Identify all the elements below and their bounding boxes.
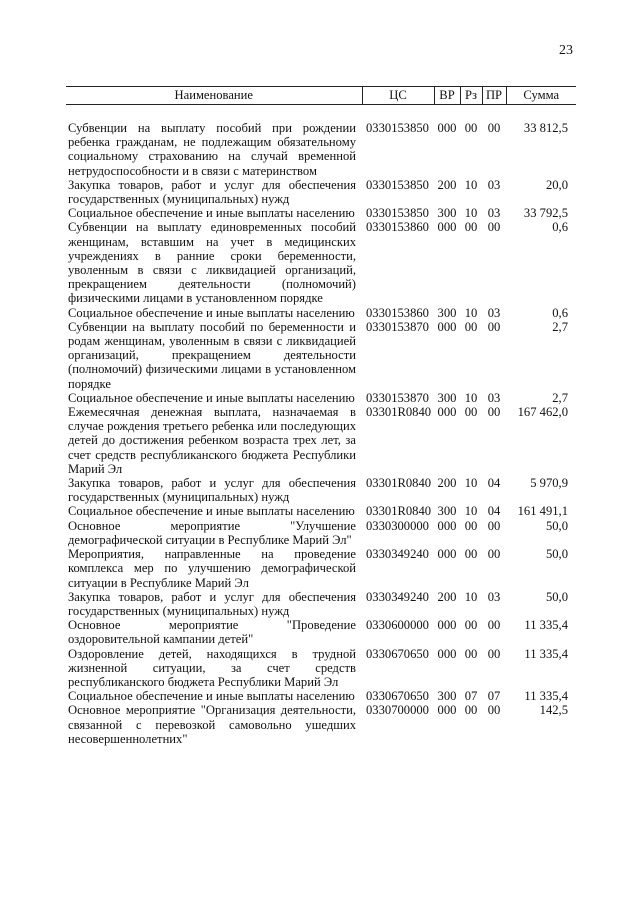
row-vr: 000 — [437, 547, 457, 562]
row-name: Оздоровление детей, находящихся в трудной жизненной ситуации, за счет средств республиканского бюджета Республики Марий Эл — [68, 646, 356, 689]
row-vr: 200 — [437, 177, 457, 192]
row-cs: 0330153850 — [366, 206, 429, 221]
row-rz: 00 — [464, 646, 478, 661]
row-sum: 0,6 — [552, 305, 568, 320]
table-row — [66, 703, 576, 746]
row-name: Субвенции на выплату пособий при рождении ребенка гражданам, не подлежащим обязательному социальному страхованию на случай временной нетрудоспособности и в связи с материнством — [68, 121, 356, 178]
table-row — [66, 476, 576, 504]
row-cs: 0330349240 — [366, 589, 429, 604]
row-rz: 10 — [464, 390, 478, 405]
row-vr: 300 — [437, 206, 457, 221]
row-name: Субвенции на выплату пособий по беременности и родам женщинам, уволенным в связи с ликвидацией организаций, прекращением деятельности (полномочий) физическими лицами в установленном порядке — [68, 319, 356, 391]
table-row — [66, 206, 576, 220]
row-rz: 00 — [464, 121, 478, 135]
row-vr: 000 — [437, 319, 457, 334]
header-name: Наименование — [66, 87, 362, 105]
row-pr: 00 — [487, 646, 501, 661]
table-row — [66, 405, 576, 476]
header-rz: Рз — [460, 87, 482, 105]
header-cs: ЦС — [362, 87, 434, 105]
row-rz: 10 — [464, 305, 478, 320]
row-rz: 00 — [464, 547, 478, 562]
row-cs: 0330300000 — [366, 518, 429, 533]
row-rz: 10 — [464, 504, 478, 519]
row-cs: 03301R0840 — [366, 504, 432, 519]
row-cs: 0330349240 — [366, 547, 429, 562]
row-rz: 10 — [464, 589, 478, 604]
row-vr: 300 — [437, 504, 457, 519]
budget-table — [66, 86, 576, 746]
row-name: Социальное обеспечение и иные выплаты населению — [68, 689, 355, 704]
table-row — [66, 178, 576, 206]
row-sum: 2,7 — [552, 319, 568, 334]
row-pr: 03 — [487, 305, 501, 320]
row-sum: 0,6 — [552, 220, 568, 235]
row-sum: 50,0 — [545, 547, 568, 562]
row-vr: 000 — [437, 518, 457, 533]
row-pr: 00 — [487, 518, 501, 533]
row-name: Основное мероприятие "Организация деятельности, связанной с перевозкой самовольно ушедших несовершеннолетних" — [68, 703, 356, 746]
page-number: 23 — [559, 43, 573, 58]
row-rz: 00 — [464, 518, 478, 533]
row-sum: 5 970,9 — [530, 476, 568, 491]
row-sum: 50,0 — [545, 589, 568, 604]
row-cs: 0330153870 — [366, 390, 429, 405]
header-sum: Сумма — [506, 87, 576, 105]
row-sum: 33 792,5 — [523, 206, 568, 221]
header-vr: ВР — [434, 87, 460, 105]
row-vr: 000 — [437, 703, 457, 718]
table-row — [66, 391, 576, 405]
row-name: Закупка товаров, работ и услуг для обеспечения государственных (муниципальных) нужд — [68, 476, 356, 505]
table-row — [66, 306, 576, 320]
table-row — [66, 590, 576, 618]
row-vr: 300 — [437, 305, 457, 320]
row-pr: 00 — [487, 618, 501, 633]
row-cs: 0330153860 — [366, 220, 429, 235]
row-rz: 07 — [464, 689, 478, 704]
row-pr: 04 — [487, 504, 501, 519]
row-cs: 0330153870 — [366, 319, 429, 334]
row-pr: 00 — [487, 703, 501, 718]
row-cs: 03301R0840 — [366, 405, 432, 420]
table-row — [66, 504, 576, 518]
row-rz: 10 — [464, 177, 478, 192]
row-sum: 50,0 — [545, 518, 568, 533]
row-rz: 00 — [464, 703, 478, 718]
table-row — [66, 105, 576, 178]
row-name: Мероприятия, направленные на проведение комплекса мер по улучшению демографической ситуации в Республике Марий Эл — [68, 547, 356, 590]
row-name: Закупка товаров, работ и услуг для обеспечения государственных (муниципальных) нужд — [68, 589, 356, 618]
row-rz: 00 — [464, 319, 478, 334]
row-name: Социальное обеспечение и иные выплаты населению — [68, 504, 355, 519]
row-vr: 000 — [437, 121, 457, 135]
row-cs: 0330153860 — [366, 305, 429, 320]
row-name: Социальное обеспечение и иные выплаты населению — [68, 390, 355, 405]
row-rz: 00 — [464, 220, 478, 235]
row-vr: 200 — [437, 476, 457, 491]
table-row — [66, 519, 576, 547]
row-rz: 00 — [464, 618, 478, 633]
row-vr: 000 — [437, 220, 457, 235]
row-cs: 0330600000 — [366, 618, 429, 633]
row-pr: 00 — [487, 220, 501, 235]
row-sum: 2,7 — [552, 390, 568, 405]
row-pr: 03 — [487, 177, 501, 192]
table-row — [66, 647, 576, 690]
row-name: Ежемесячная денежная выплата, назначаемая в случае рождения третьего ребенка или последующих детей до достижения ребенком возраста трех лет, за счет средств республиканского бюджета Республики Марий Эл — [68, 405, 356, 476]
row-vr: 300 — [437, 390, 457, 405]
row-rz: 00 — [464, 405, 478, 420]
row-sum: 11 335,4 — [524, 689, 568, 704]
row-name: Основное мероприятие "Улучшение демографической ситуации в Республике Марий Эл" — [68, 518, 356, 547]
row-name: Социальное обеспечение и иные выплаты населению — [68, 206, 355, 221]
row-pr: 04 — [487, 476, 501, 491]
row-name: Основное мероприятие "Проведение оздоровительной кампании детей" — [68, 618, 356, 647]
row-rz: 10 — [464, 476, 478, 491]
row-name: Социальное обеспечение и иные выплаты населению — [68, 305, 355, 320]
row-cs: 0330670650 — [366, 689, 429, 704]
row-sum: 161 491,1 — [517, 504, 568, 519]
row-pr: 00 — [487, 405, 501, 420]
row-pr: 03 — [487, 206, 501, 221]
row-pr: 03 — [487, 390, 501, 405]
row-cs: 0330153850 — [366, 121, 429, 135]
row-name: Закупка товаров, работ и услуг для обеспечения государственных (муниципальных) нужд — [68, 177, 356, 207]
table-row — [66, 689, 576, 703]
table-body — [66, 105, 576, 746]
row-cs: 0330153850 — [366, 177, 429, 192]
row-pr: 00 — [487, 319, 501, 334]
row-sum: 11 335,4 — [524, 646, 568, 661]
row-cs: 03301R0840 — [366, 476, 432, 491]
table-row — [66, 220, 576, 305]
table-header — [66, 87, 576, 105]
table-row — [66, 547, 576, 590]
row-sum: 11 335,4 — [524, 618, 568, 633]
row-pr: 00 — [487, 121, 501, 135]
table-row — [66, 320, 576, 391]
table-row — [66, 618, 576, 646]
row-sum: 33 812,5 — [523, 121, 568, 135]
row-pr: 00 — [487, 547, 501, 562]
row-vr: 000 — [437, 405, 457, 420]
row-name: Субвенции на выплату единовременных пособий женщинам, вставшим на учет в медицинских учреждениях в ранние сроки беременности, уволенным в связи с ликвидацией организаций, прекращением деятельности (полномочий) физическими лицами в установленном порядке — [68, 220, 356, 306]
row-sum: 20,0 — [545, 177, 568, 192]
row-sum: 167 462,0 — [517, 405, 568, 420]
row-pr: 03 — [487, 589, 501, 604]
row-vr: 000 — [437, 618, 457, 633]
row-rz: 10 — [464, 206, 478, 221]
row-sum: 142,5 — [539, 703, 568, 718]
header-pr: ПР — [482, 87, 506, 105]
row-cs: 0330670650 — [366, 646, 429, 661]
row-vr: 300 — [437, 689, 457, 704]
row-vr: 200 — [437, 589, 457, 604]
row-vr: 000 — [437, 646, 457, 661]
row-cs: 0330700000 — [366, 703, 429, 718]
row-pr: 07 — [487, 689, 501, 704]
